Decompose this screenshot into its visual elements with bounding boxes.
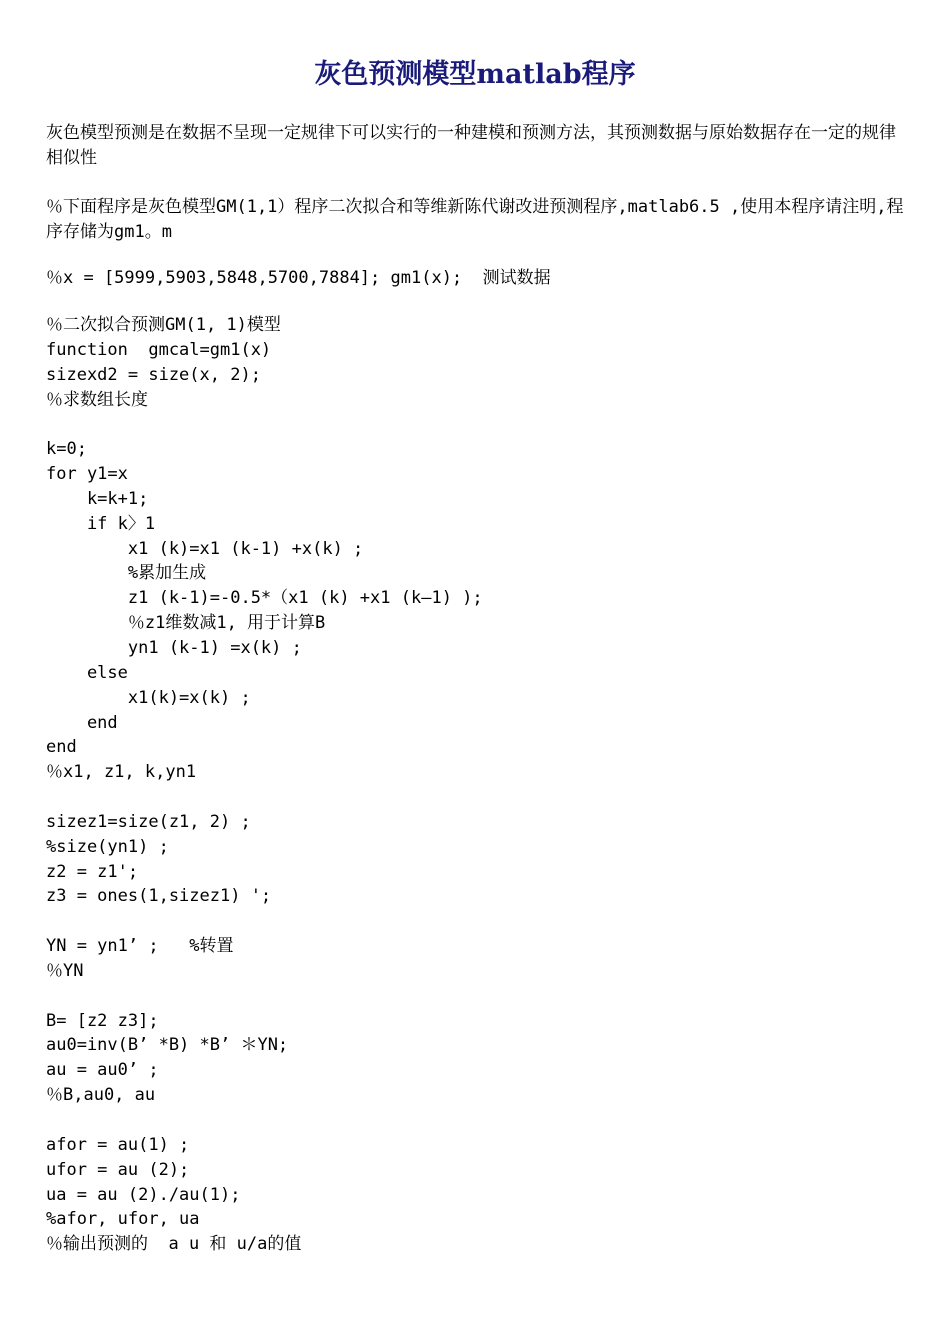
code-line: for y1=x xyxy=(46,464,128,485)
code-line: sizez1=size(z1, 2) ; xyxy=(46,811,251,832)
code-line: afor = au(1) ; xyxy=(46,1134,190,1155)
code-line xyxy=(46,909,483,934)
code-line xyxy=(46,412,483,437)
code-line: YN = yn1’ ; %转置 xyxy=(46,936,234,957)
code-line: sizexd2 = size(x, 2); xyxy=(46,364,261,385)
code-line: ufor = au (2); xyxy=(46,1159,190,1180)
code-line: ％YN xyxy=(46,960,84,981)
code-line: z1 (k-1)=-0.5*（x1 (k) +x1 (k—1) ); xyxy=(46,588,483,609)
code-line: %afor, ufor, ua xyxy=(46,1209,200,1230)
code-line: x1(k)=x(k) ; xyxy=(46,687,251,708)
program-note: ％下面程序是灰色模型GM(1,1）程序二次拟合和等维新陈代谢改进预测程序,matlab6.5 ,使用本程序请注明,程序存储为gm1。m xyxy=(46,197,904,242)
code-line: end xyxy=(46,737,77,758)
code-line: ua = au (2)./au(1); xyxy=(46,1184,241,1205)
code-line: au0=inv(B’ *B) *B’ ＊YN; xyxy=(46,1035,289,1056)
code-line: %累加生成 xyxy=(46,563,207,584)
test-data-line: ％x = [5999,5903,5848,5700,7884]; gm1(x); 测试数据 xyxy=(46,268,551,288)
code-line: ％x1, z1, k,yn1 xyxy=(46,762,197,783)
code-line: end xyxy=(46,712,118,733)
code-line: else xyxy=(46,662,128,683)
intro-paragraph: 灰色模型预测是在数据不呈现一定规律下可以实行的一种建模和预测方法，其预测数据与原始数据存在一定的规律相似性 xyxy=(46,123,896,168)
code-line: ％求数组长度 xyxy=(46,389,148,410)
code-line: B= [z2 z3]; xyxy=(46,1010,159,1031)
code-line: ％二次拟合预测GM(1, 1)模型 xyxy=(46,315,281,335)
code-line: ％输出预测的 a u 和 u/a的值 xyxy=(46,1234,302,1255)
code-line: z2 = z1'; xyxy=(46,861,139,882)
code-line xyxy=(46,1108,483,1133)
code-line: if k〉1 xyxy=(46,513,156,534)
code-line: ％B,au0, au xyxy=(46,1085,156,1106)
code-line xyxy=(46,984,483,1009)
code-line: au = au0’ ; xyxy=(46,1060,159,1081)
code-line: z3 = ones(1,sizez1) '; xyxy=(46,886,272,907)
code-line: %size(yn1) ; xyxy=(46,836,169,857)
code-line: x1 (k)=x1 (k-1) +x(k) ; xyxy=(46,538,364,559)
code-line: ％z1维数减1, 用于计算B xyxy=(46,613,326,634)
code-line: k=0; xyxy=(46,439,87,460)
code-listing xyxy=(46,313,483,1257)
code-line: yn1 (k-1) =x(k) ; xyxy=(46,637,302,658)
code-line xyxy=(46,785,483,810)
code-line: k=k+1; xyxy=(46,488,149,509)
document-title: 灰色预测模型matlab程序 xyxy=(314,59,636,90)
code-line: function gmcal=gm1(x) xyxy=(46,339,272,360)
